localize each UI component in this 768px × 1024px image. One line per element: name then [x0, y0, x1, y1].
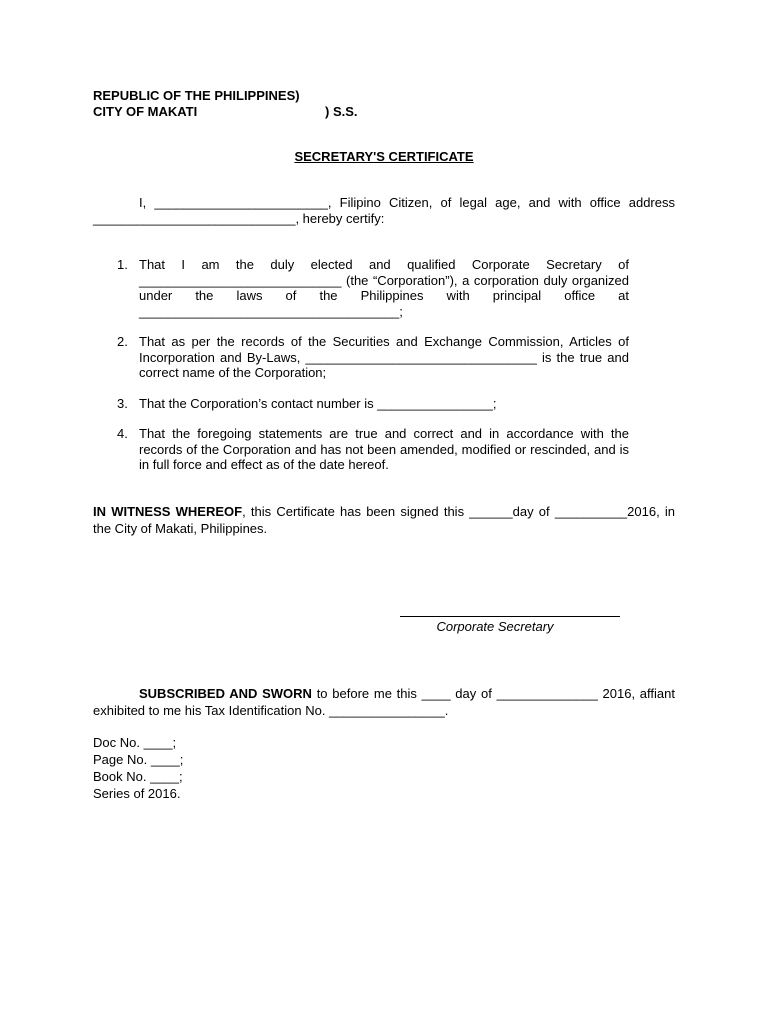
document-title: SECRETARY'S CERTIFICATE: [294, 149, 474, 164]
list-item-number: 3.: [117, 396, 128, 411]
intro-paragraph: I, ________________________, Filipino Citizen, of legal age, and with office address ____________________________, hereby certify:: [93, 195, 675, 226]
venue-block: [93, 88, 358, 120]
venue-city: CITY OF MAKATI: [93, 104, 198, 119]
venue-city-line: [93, 104, 358, 120]
witness-lead: IN WITNESS WHEREOF: [93, 504, 243, 519]
doc-number: Doc No. ____;: [93, 735, 177, 750]
list-item-number: 2.: [117, 334, 128, 349]
jurat-paragraph: [93, 685, 675, 719]
page-number: Page No. ____;: [93, 752, 184, 767]
witness-text: , this Certificate has been signed this ______day of __________2016, in the City of Makati, Philippines.: [93, 504, 676, 536]
list-item-text: That the foregoing statements are true and correct and in accordance with the records of the Corporation and has not been amended, modified or rescinded, and is in full force and effect as of the date hereof.: [139, 426, 629, 472]
signature-line: [400, 616, 620, 617]
notarial-register: [93, 734, 183, 802]
witness-paragraph: [93, 503, 675, 537]
series-year: Series of 2016.: [93, 786, 181, 801]
list-item-number: 4.: [117, 426, 128, 441]
list-item-text: That I am the duly elected and qualified Corporate Secretary of ____________________________ (the “Corporation”), a corporation duly organized under the laws of the Philippines with principal office at ____________________________________;: [139, 257, 629, 319]
venue-ss: ) S.S.: [325, 104, 358, 119]
list-item-number: 1.: [117, 257, 128, 272]
venue-republic: REPUBLIC OF THE PHILIPPINES): [93, 88, 300, 103]
signature-label: Corporate Secretary: [436, 619, 554, 634]
jurat-text: to before me this ____ day of ______________ 2016, affiant exhibited to me his Tax Identification No. ________________.: [93, 686, 675, 718]
jurat-lead: SUBSCRIBED AND SWORN: [139, 686, 312, 701]
list-item-text: That as per the records of the Securities and Exchange Commission, Articles of Incorporation and By-Laws, ________________________________ is the true and correct name of the Corporation;: [139, 334, 629, 380]
list-item-text: That the Corporation’s contact number is ________________;: [139, 396, 497, 411]
book-number: Book No. ____;: [93, 769, 183, 784]
